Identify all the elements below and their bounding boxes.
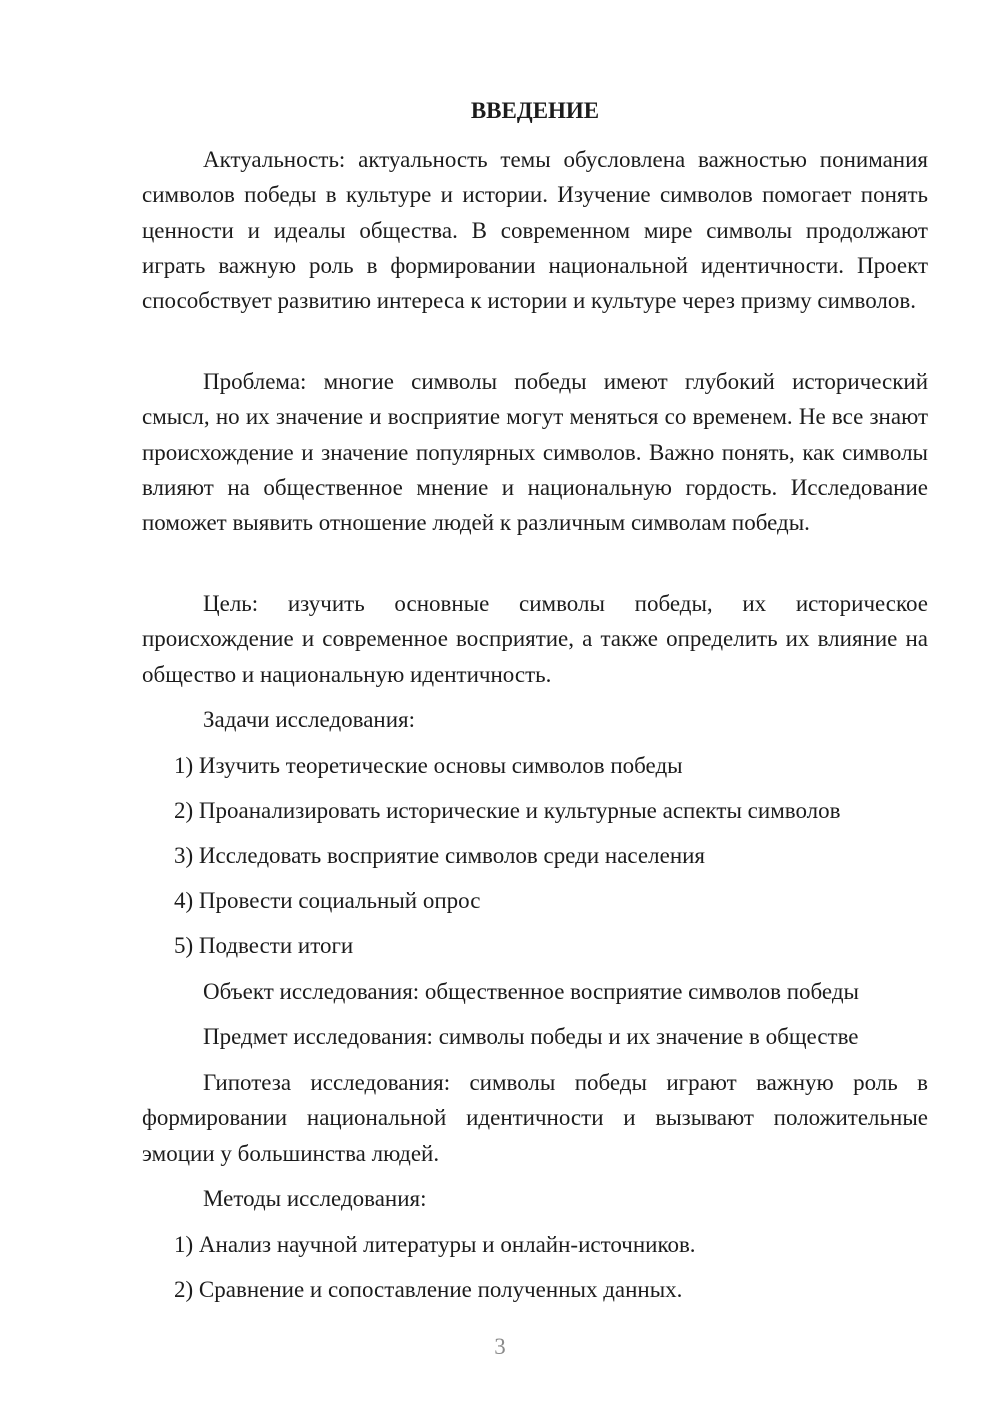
research-subject: Предмет исследования: символы победы и их значение в обществе (203, 1024, 859, 1049)
page-number: 3 (494, 1334, 506, 1359)
method-item: 2) Сравнение и сопоставление полученных данных. (174, 1277, 683, 1302)
goal-paragraph: Цель: изучить основные символы победы, их историческое происхождение и современное восприятие, а также определить их влияние на общество и национальную идентичность. (142, 591, 928, 687)
task-item: 4) Провести социальный опрос (174, 888, 481, 913)
task-item: 1) Изучить теоретические основы символов победы (174, 753, 683, 778)
problem-paragraph: Проблема: многие символы победы имеют глубокий исторический смысл, но их значение и восприятие могут меняться со временем. Не все знают происхождение и значение популярных символов. Важно понять, как символы влияют на общественное мнение и национальную гордость. Исследование поможет выявить отношение людей к различным символам победы. (142, 369, 928, 536)
research-object: Объект исследования: общественное восприятие символов победы (203, 979, 859, 1004)
task-item: 2) Проанализировать исторические и культурные аспекты символов (174, 798, 841, 823)
tasks-heading: Задачи исследования: (203, 707, 416, 732)
method-item: 1) Анализ научной литературы и онлайн-источников. (174, 1232, 696, 1257)
hypothesis-paragraph: Гипотеза исследования: символы победы играют важную роль в формировании национальной идентичности и вызывают положительные эмоции у большинства людей. (142, 1070, 928, 1166)
relevance-paragraph: Актуальность: актуальность темы обусловлена важностью понимания символов победы в культуре и истории. Изучение символов помогает понять ценности и идеалы общества. В современном мире символы продолжают играть важную роль в формировании национальной идентичности. Проект способствует развитию интереса к истории и культуре через призму символов. (142, 147, 928, 314)
page-title: ВВЕДЕНИЕ (470, 98, 600, 123)
task-item: 5) Подвести итоги (174, 933, 354, 958)
methods-heading: Методы исследования: (203, 1186, 427, 1211)
task-item: 3) Исследовать восприятие символов среди населения (174, 843, 706, 868)
